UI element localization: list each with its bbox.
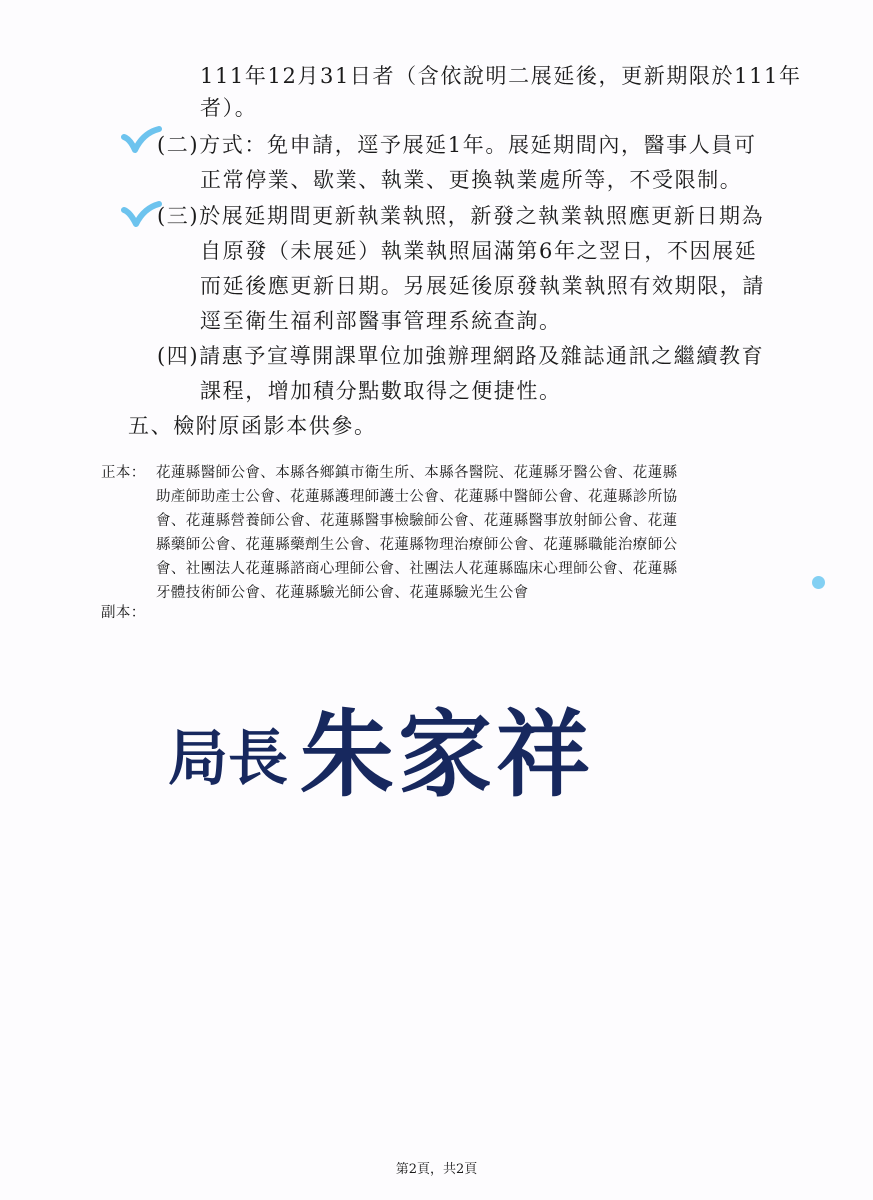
handwritten-check-icon xyxy=(121,127,161,155)
body-line: 111年12月31日者（含依說明二展延後，更新期限於111年 xyxy=(200,64,802,88)
copy-recipients-label: 副本： xyxy=(101,605,146,621)
body-line: 課程，增加積分點數取得之便捷性。 xyxy=(200,379,562,403)
primary-recipients-line: 縣藥師公會、花蓮縣藥劑生公會、花蓮縣物理治療師公會、花蓮縣職能治療師公 xyxy=(156,537,678,553)
primary-recipients-line: 牙體技術師公會、花蓮縣驗光師公會、花蓮縣驗光生公會 xyxy=(156,585,529,601)
signature-title-text: 局長 xyxy=(168,724,288,794)
signature-name-text: 朱家祥 xyxy=(300,700,595,810)
marker-dot-icon xyxy=(812,576,825,589)
primary-recipients-label: 正本： xyxy=(101,465,146,481)
body-line: 而延後應更新日期。另展延後原發執業執照有效期限，請 xyxy=(200,274,765,298)
handwritten-check-icon xyxy=(121,201,161,229)
primary-recipients-line: 花蓮縣醫師公會、本縣各鄉鎮市衛生所、本縣各醫院、花蓮縣牙醫公會、花蓮縣 xyxy=(156,465,678,481)
body-line: 逕至衛生福利部醫事管理系統查詢。 xyxy=(200,309,562,333)
body-line: 正常停業、歇業、執業、更換執業處所等，不受限制。 xyxy=(200,168,743,192)
primary-recipients-line: 會、社團法人花蓮縣諮商心理師公會、社團法人花蓮縣臨床心理師公會、花蓮縣 xyxy=(156,561,678,577)
page-number: 第2頁，共2頁 xyxy=(395,1162,478,1177)
section-five-heading: 五、檢附原函影本供參。 xyxy=(128,414,377,438)
item-four-heading: (四)請惠予宣導開課單位加強辦理網路及雜誌通訊之繼續教育 xyxy=(157,344,765,368)
item-two-heading: (二)方式：免申請，逕予展延1年。展延期間內，醫事人員可 xyxy=(157,133,757,157)
body-line: 者）。 xyxy=(200,96,258,120)
item-three-heading: (三)於展延期間更新執業執照，新發之執業執照應更新日期為 xyxy=(157,204,765,228)
primary-recipients-line: 會、花蓮縣營養師公會、花蓮縣醫事檢驗師公會、花蓮縣醫事放射師公會、花蓮 xyxy=(156,513,678,529)
director-signature xyxy=(160,695,595,810)
primary-recipients-line: 助產師助產士公會、花蓮縣護理師護士公會、花蓮縣中醫師公會、花蓮縣診所協 xyxy=(156,489,678,505)
body-line: 自原發（未展延）執業執照屆滿第6年之翌日，不因展延 xyxy=(200,239,758,263)
